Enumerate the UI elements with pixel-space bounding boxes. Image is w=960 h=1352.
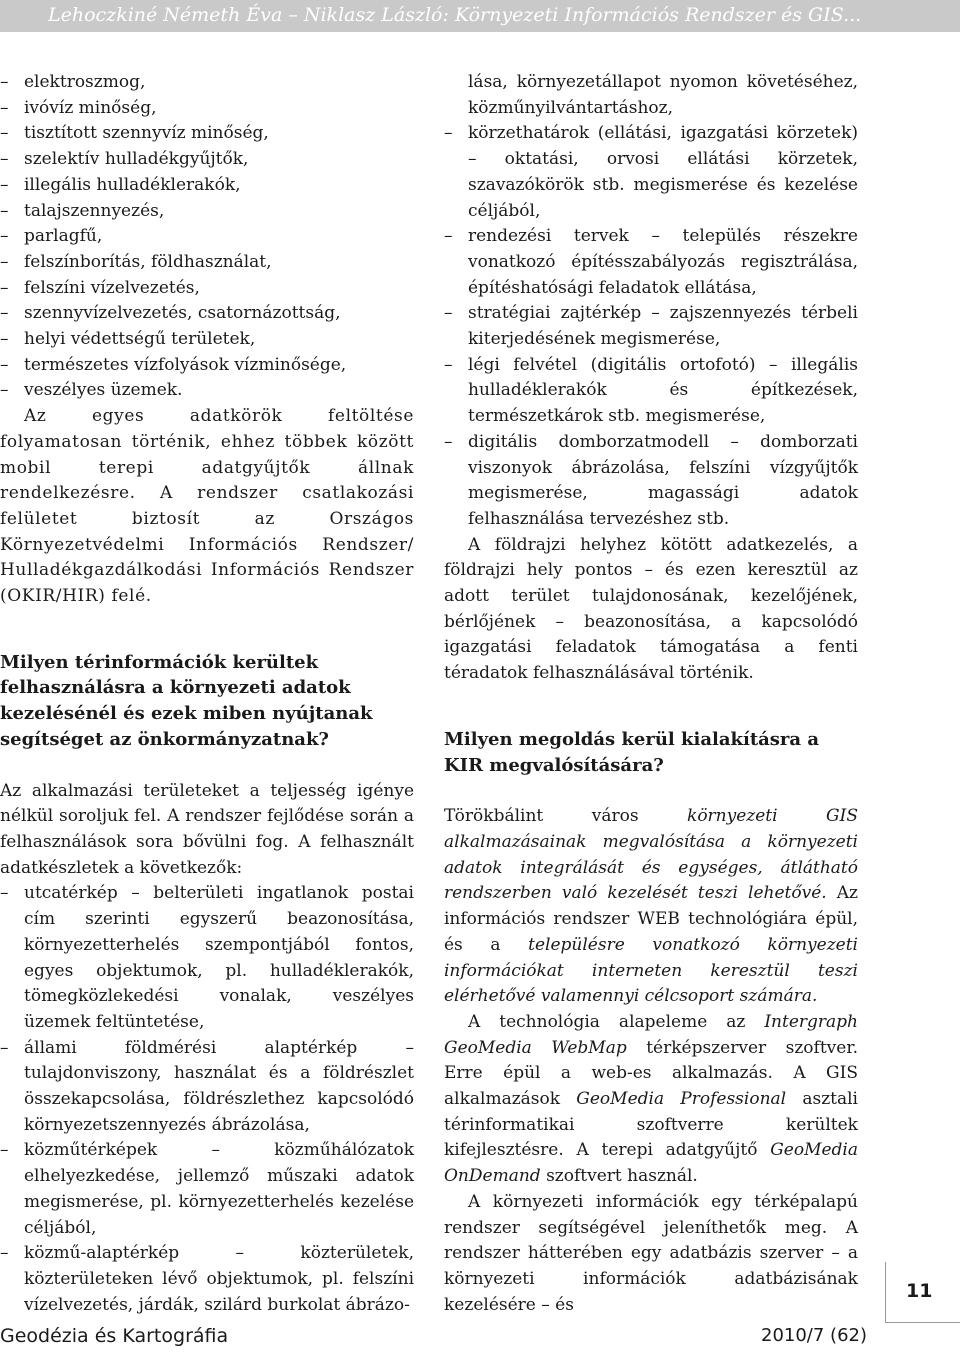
left-column bbox=[0, 70, 414, 1318]
list-continuation: lása, környezetállapot nyomon követéséhez, közműnyilvántartáshoz, bbox=[468, 72, 858, 118]
running-header bbox=[0, 0, 960, 32]
body-paragraph: A technológia alapeleme az Intergraph GeoMedia WebMap térképszerver szoftver. Erre épül a web-es alkalmazás. A GIS alkalmazások GeoMedia Professional asztali térinformatikai szoftverre kerültek kifejlesztésre. A terepi adatgyűjtő GeoMedia OnDemand szoftvert használ. bbox=[444, 1011, 858, 1187]
list-item: – állami földmérési alaptérkép – tulajdonviszony, használat és a földrészlet összekapcsolása, földrészlethez kapcsolódó környezetszennyezés ábrázolása, bbox=[0, 1036, 414, 1139]
list-item: – szelektív hulladékgyűjtők, bbox=[0, 147, 414, 173]
list-item: – felszínborítás, földhasználat, bbox=[0, 250, 414, 276]
dataset-list-continued bbox=[444, 121, 858, 532]
list-item: – körzethatárok (ellátási, igazgatási körzetek) – oktatási, orvosi ellátási körzetek, szavazókörök stb. megismerése és kezelése céljából, bbox=[444, 121, 858, 224]
list-item: – veszélyes üzemek. bbox=[0, 378, 414, 404]
list-item: – közmű-alaptérkép – közterületek, közterületeken lévő objektumok, pl. felszíni vízelvezetés, járdák, szilárd burkolat ábrázo- bbox=[0, 1241, 414, 1318]
section-heading: Milyen megoldás kerül kialakításra a KIR megvalósítására? bbox=[444, 728, 820, 776]
body-paragraph: A földrajzi helyhez kötött adatkezelés, a földrajzi hely pontos – és ezen keresztül az adott terület tulajdonosának, kezelőjének, bérlőjének – beazonosítása, a kapcsolódó igazgatási feladatok támogatása a fenti téradatok felhasználásával történik. bbox=[444, 534, 858, 684]
list-item: – utcatérkép – belterületi ingatlanok postai cím szerinti egyszerű beazonosítása, környezetterhelés szempontjából fontos, egyes objektumok, pl. hulladéklerakók, tömegközlekedési vonalak, veszélyes üzemek feltüntetése, bbox=[0, 881, 414, 1035]
body-paragraph: A környezeti információk egy térképalapú rendszer segítségével jeleníthetők meg. A rendszer hátterében egy adatbázis szerver – a környezeti információk adatbázisának kezelésére – és bbox=[444, 1191, 858, 1315]
list-item: – légi felvétel (digitális ortofotó) – illegális hulladéklerakók és építkezések, természetkárok stb. megismerése, bbox=[444, 353, 858, 430]
list-item: – szennyvízelvezetés, csatornázottság, bbox=[0, 301, 414, 327]
journal-name: Geodézia és Kartográfia bbox=[0, 1325, 229, 1347]
list-item: – talajszennyezés, bbox=[0, 199, 414, 225]
list-item: – stratégiai zajtérkép – zajszennyezés térbeli kiterjedésének megismerése, bbox=[444, 301, 858, 352]
list-item: – illegális hulladéklerakók, bbox=[0, 173, 414, 199]
running-title: Lehoczkiné Németh Éva – Niklasz László: Környezeti Információs Rendszer és GIS... bbox=[48, 4, 862, 26]
issue-info: 2010/7 (62) bbox=[761, 1325, 867, 1346]
pollution-list bbox=[0, 70, 414, 404]
list-item: – rendezési tervek – település részekre vonatkozó építésszabályozás regisztrálása, építéshatósági feladatok ellátása, bbox=[444, 224, 858, 301]
body-paragraph: Az egyes adatkörök feltöltése folyamatosan történik, ehhez többek között mobil terepi adatgyűjtők állnak rendelkezésre. A rendszer csatlakozási felületet biztosít az Országos Környezetvédelmi Információs Rendszer/ Hulladékgazdálkodási Információs Rendszer (OKIR/HIR) felé. bbox=[0, 406, 414, 607]
body-paragraph: Az alkalmazási területeket a teljesség igénye nélkül soroljuk fel. A rendszer fejlődése során a felhasználások sora bővülni fog. A felhasznált adatkészletek a következők: bbox=[0, 780, 414, 878]
list-item: – elektroszmog, bbox=[0, 70, 414, 96]
list-item: – digitális domborzatmodell – domborzati viszonyok ábrázolása, felszíni vízgyűjtők megismerése, magassági adatok felhasználása tervezéshez stb. bbox=[444, 430, 858, 533]
list-item: – ivóvíz minőség, bbox=[0, 96, 414, 122]
list-item: – felszíni vízelvezetés, bbox=[0, 276, 414, 302]
page-number: 11 bbox=[906, 1280, 933, 1302]
list-item: – közműtérképek – közműhálózatok elhelyezkedése, jellemző műszaki adatok megismerése, pl. környezetterhelés kezelése céljából, bbox=[0, 1138, 414, 1241]
list-item: – természetes vízfolyások vízminősége, bbox=[0, 353, 414, 379]
list-item: – tisztított szennyvíz minőség, bbox=[0, 121, 414, 147]
list-item: – helyi védettségű területek, bbox=[0, 327, 414, 353]
right-column bbox=[444, 70, 858, 1318]
section-heading: Milyen térinformációk kerültek felhasználásra a környezeti adatok kezelésénél és ezek miben nyújtanak segítséget az önkormányzatnak? bbox=[0, 651, 373, 750]
list-item: – parlagfű, bbox=[0, 224, 414, 250]
body-paragraph: Törökbálint város környezeti GIS alkalmazásainak megvalósítása a környezeti adatok integrálását és egységes, átlátható rendszerben való kezelését teszi lehetővé. Az információs rendszer WEB technológiára épül, és a településre vonatkozó környezeti információkat interneten keresztül teszi elérhetővé valamennyi célcsoport számára. bbox=[444, 806, 859, 1007]
dataset-list bbox=[0, 881, 414, 1318]
